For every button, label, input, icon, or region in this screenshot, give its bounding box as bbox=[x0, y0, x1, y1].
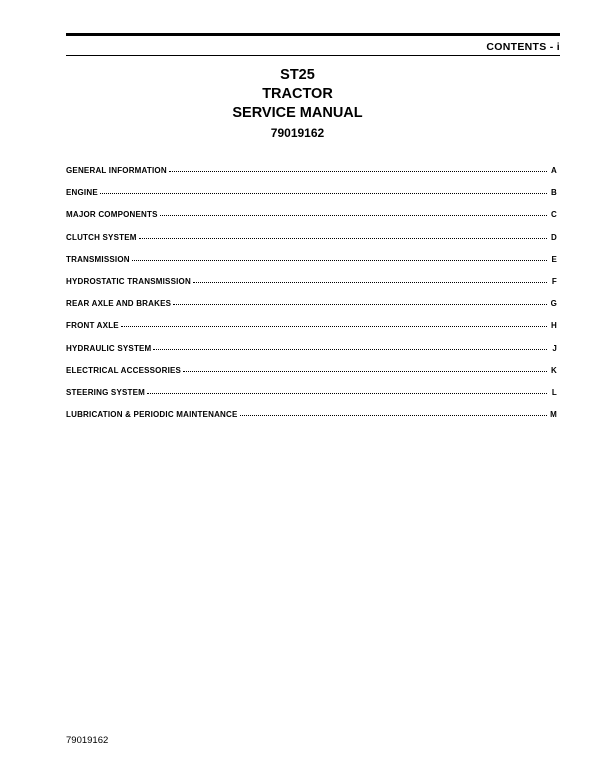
toc-entry-title: LUBRICATION & PERIODIC MAINTENANCE bbox=[66, 410, 238, 420]
toc-entry-section: B bbox=[551, 188, 557, 198]
toc-entry[interactable] bbox=[66, 165, 557, 187]
table-of-contents bbox=[66, 165, 557, 431]
toc-entry-section: J bbox=[552, 343, 557, 353]
toc-entry[interactable] bbox=[66, 276, 557, 298]
toc-entry-title: ELECTRICAL ACCESSORIES bbox=[66, 365, 182, 375]
toc-dot-leader bbox=[183, 364, 547, 372]
toc-entry-section: H bbox=[551, 321, 557, 331]
toc-entry-title: GENERAL INFORMATION bbox=[66, 166, 167, 175]
toc-entry[interactable] bbox=[66, 298, 557, 320]
toc-entry-title: HYDROSTATIC TRANSMISSION bbox=[66, 276, 191, 286]
toc-dot-leader bbox=[132, 253, 547, 261]
page-header-label: CONTENTS - i bbox=[486, 41, 560, 53]
toc-entry-section: K bbox=[551, 365, 557, 375]
toc-entry[interactable] bbox=[66, 254, 557, 276]
toc-entry-title: HYDRAULIC SYSTEM bbox=[66, 343, 152, 353]
toc-dot-leader bbox=[100, 186, 547, 194]
toc-entry-section: L bbox=[551, 387, 557, 397]
toc-dot-leader bbox=[240, 408, 547, 416]
toc-entry-section: D bbox=[551, 232, 557, 242]
toc-entry-title: FRONT AXLE bbox=[66, 321, 119, 331]
toc-entry-title: MAJOR COMPONENTS bbox=[66, 210, 158, 220]
toc-dot-leader bbox=[147, 386, 547, 394]
toc-entry-title: TRANSMISSION bbox=[66, 254, 130, 264]
toc-dot-leader bbox=[160, 208, 547, 216]
toc-entry-section: C bbox=[551, 210, 557, 220]
machine-type-title: TRACTOR bbox=[262, 86, 333, 102]
toc-entry-title: REAR AXLE AND BRAKES bbox=[66, 299, 172, 309]
toc-entry[interactable] bbox=[66, 320, 557, 342]
toc-entry[interactable] bbox=[66, 232, 557, 254]
toc-entry[interactable] bbox=[66, 387, 557, 409]
toc-dot-leader bbox=[169, 164, 547, 172]
model-title: ST25 bbox=[280, 67, 315, 83]
toc-entry[interactable] bbox=[66, 209, 557, 231]
toc-dot-leader bbox=[193, 275, 547, 283]
toc-entry[interactable] bbox=[66, 365, 557, 387]
toc-dot-leader bbox=[153, 342, 547, 350]
title-block bbox=[0, 66, 595, 143]
toc-dot-leader bbox=[139, 231, 547, 239]
toc-entry[interactable] bbox=[66, 187, 557, 209]
toc-entry-section: G bbox=[550, 299, 557, 309]
manual-number: 79019162 bbox=[270, 126, 325, 140]
toc-entry-section: F bbox=[551, 276, 557, 286]
toc-entry[interactable] bbox=[66, 409, 557, 431]
toc-entry[interactable] bbox=[66, 343, 557, 365]
header-bottom-rule bbox=[66, 55, 560, 56]
toc-dot-leader bbox=[173, 297, 547, 305]
manual-title: SERVICE MANUAL bbox=[232, 105, 363, 121]
toc-entry-title: ENGINE bbox=[66, 188, 98, 198]
toc-entry-section: A bbox=[551, 166, 557, 175]
toc-entry-section: M bbox=[550, 410, 557, 420]
toc-entry-title: CLUTCH SYSTEM bbox=[66, 232, 137, 242]
toc-entry-title: STEERING SYSTEM bbox=[66, 387, 146, 397]
toc-dot-leader bbox=[121, 319, 547, 327]
footer-doc-number: 79019162 bbox=[66, 735, 109, 746]
header-top-rule bbox=[66, 33, 560, 36]
toc-entry-section: E bbox=[551, 254, 557, 264]
